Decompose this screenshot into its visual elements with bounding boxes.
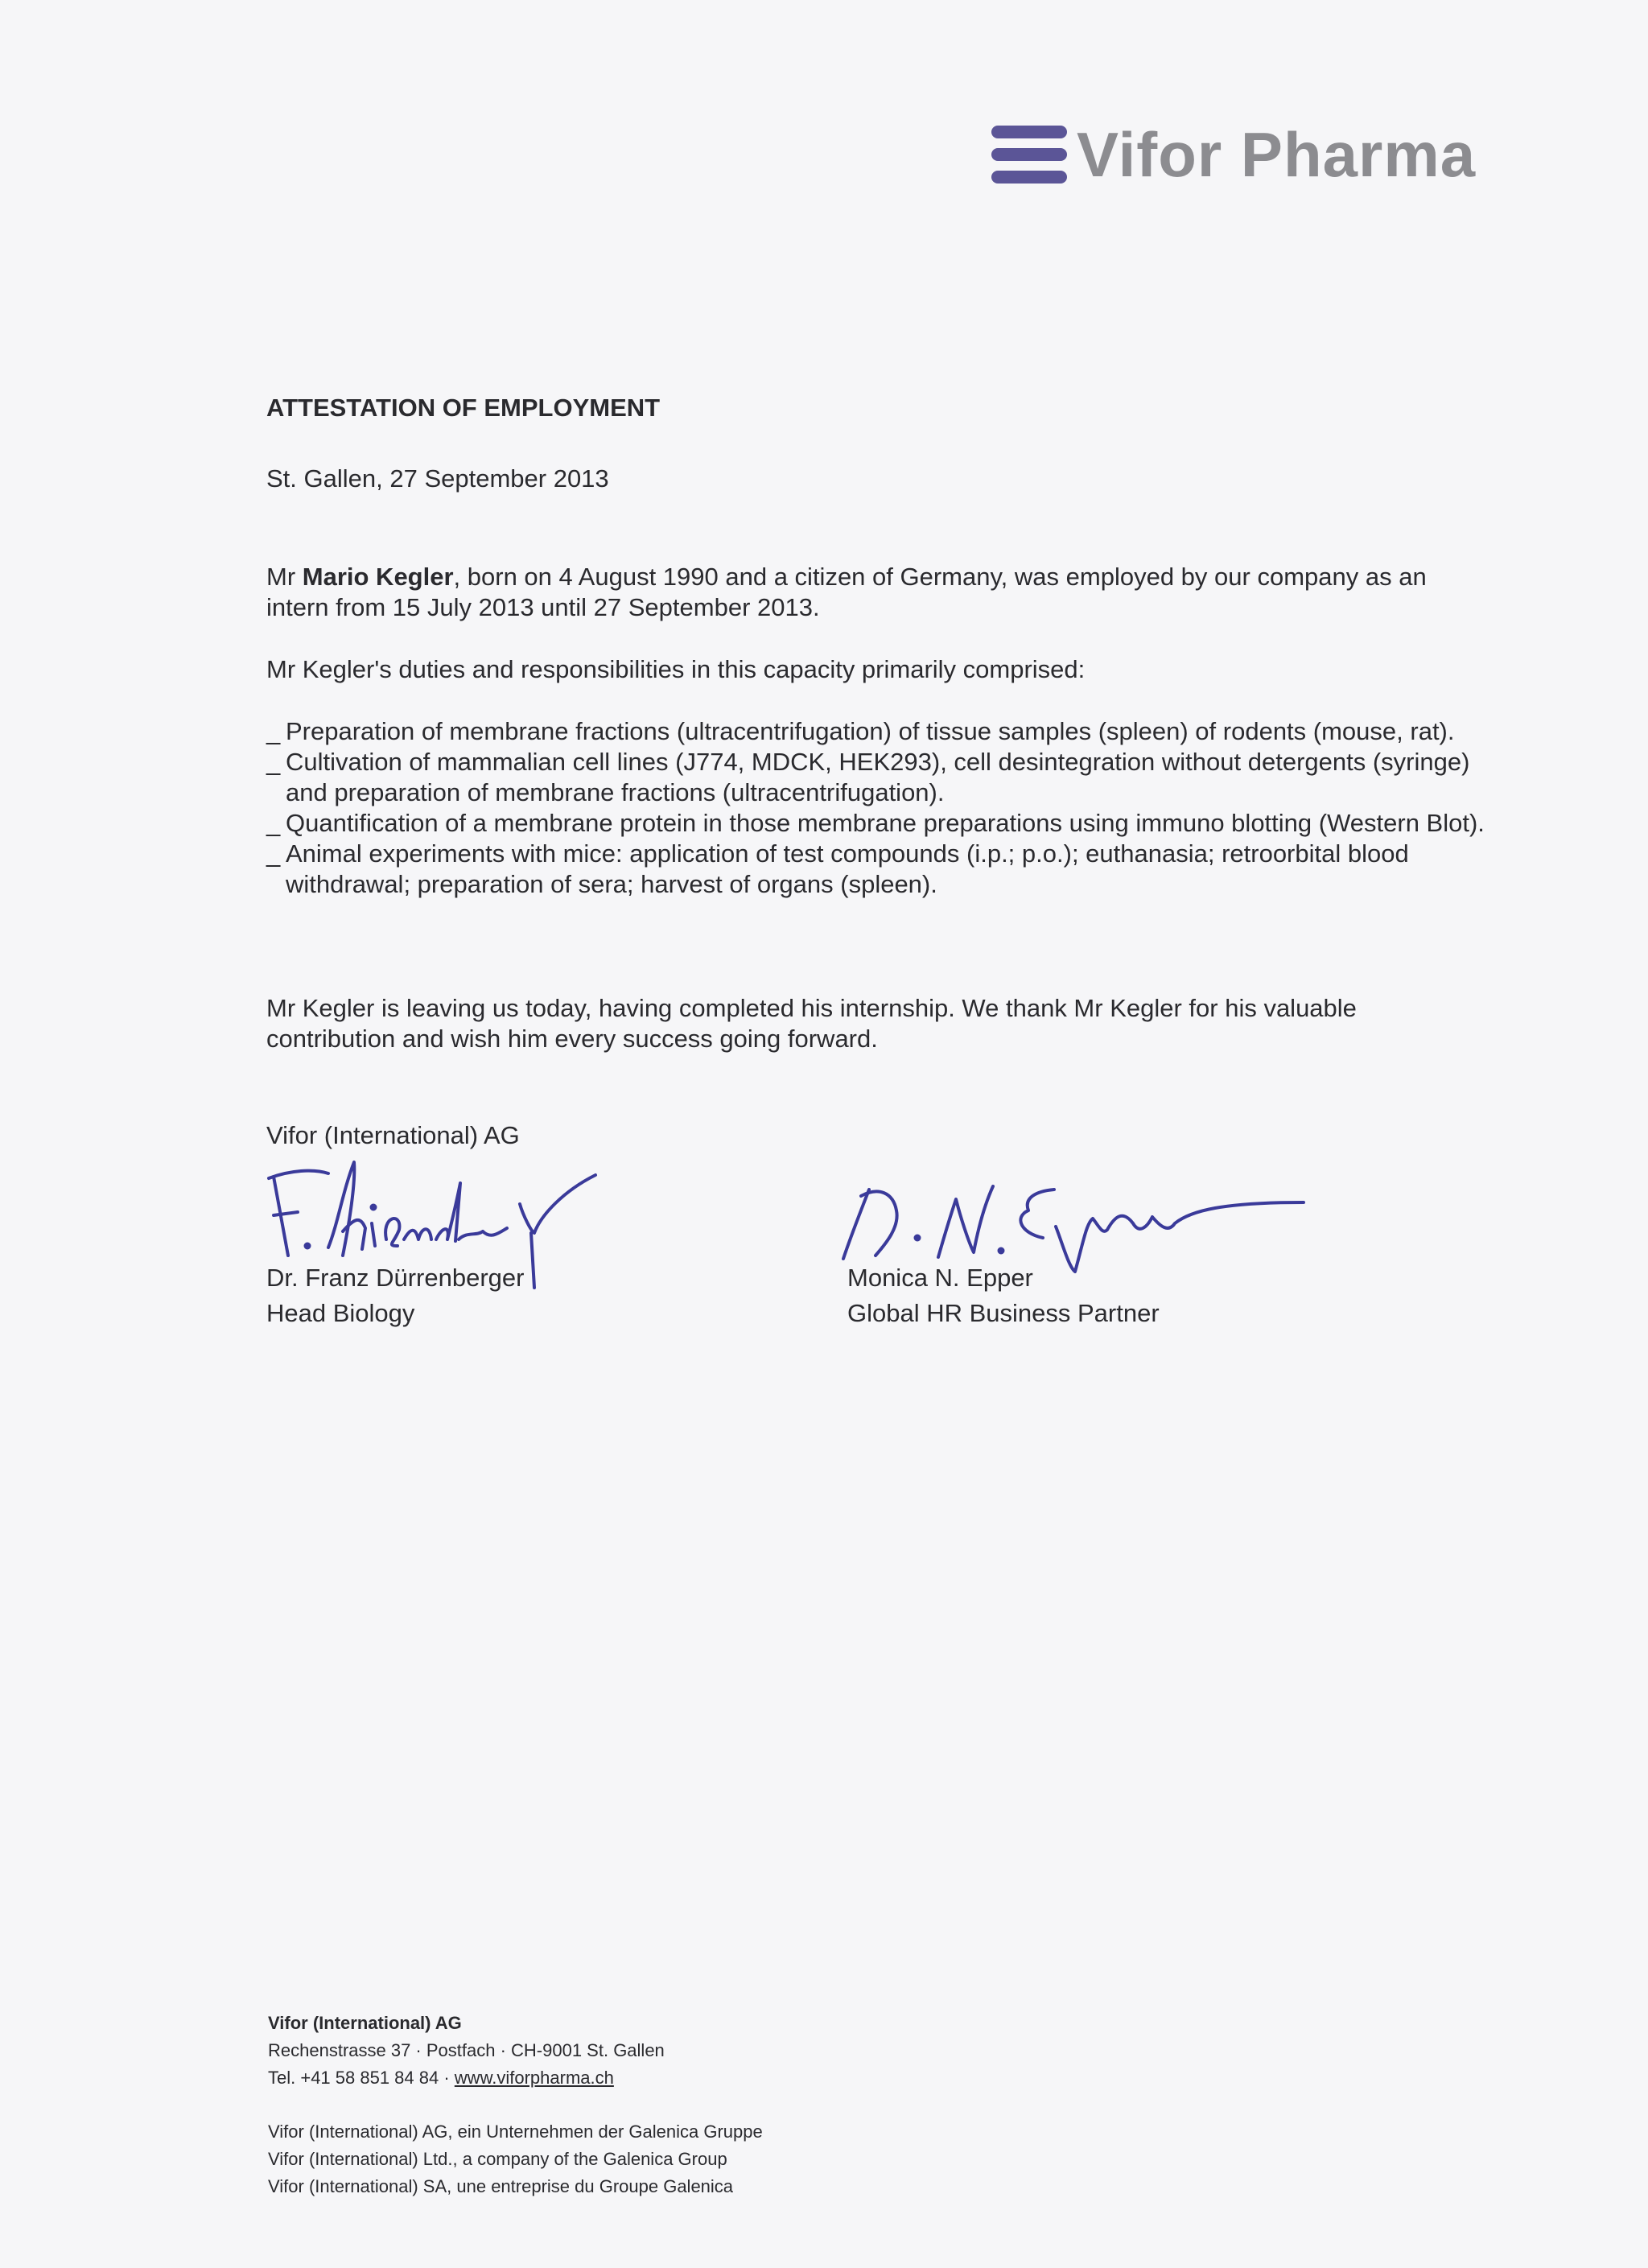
three-bars-logo-icon — [991, 121, 1067, 188]
footer-phone-line — [268, 2064, 665, 2092]
legal-line: Vifor (International) SA, une entreprise du Groupe Galenica — [268, 2176, 734, 2196]
p1-prefix: Mr — [266, 563, 303, 591]
footer-tel: Tel. +41 58 851 84 84 · — [268, 2068, 455, 2088]
website-link[interactable]: www.viforpharma.ch — [454, 2068, 614, 2088]
duty-text: Cultivation of mammalian cell lines (J774, MDCK, HEK293), cell desintegration without detergents (syringe) and preparation of membrane fractions (ultracentrifugation). — [286, 748, 1470, 806]
signatory-name: Dr. Franz Dürrenberger — [266, 1264, 525, 1292]
duty-text: Animal experiments with mice: application of test compounds (i.p.; p.o.); euthanasia; retroorbital blood withdrawal; preparation of sera; harvest of organs (spleen). — [286, 839, 1409, 898]
duties-list — [266, 716, 1489, 900]
document-title: ATTESTATION OF EMPLOYMENT — [266, 394, 661, 422]
footer-legal — [268, 2118, 763, 2200]
company-logo — [991, 121, 1476, 188]
footer-contact — [268, 2010, 665, 2092]
list-item — [266, 716, 1489, 747]
closing-paragraph: Mr Kegler is leaving us today, having completed his internship. We thank Mr Kegler for his valuable contribution and wish him every success going forward. — [266, 994, 1357, 1053]
legal-line: Vifor (International) AG, ein Unternehmen der Galenica Gruppe — [268, 2122, 763, 2142]
p1-rest: , born on 4 August 1990 and a citizen of Germany, was employed by our company as an intern from 15 July 2013 until 27 September 2013. — [266, 563, 1427, 621]
employment-paragraph — [266, 562, 1489, 623]
place-date: St. Gallen, 27 September 2013 — [266, 464, 609, 493]
list-marker: _ — [266, 809, 281, 837]
duty-text: Preparation of membrane fractions (ultracentrifugation) of tissue samples (spleen) of rodents (mouse, rat). — [286, 717, 1455, 745]
list-item — [266, 747, 1489, 808]
signatory-2 — [847, 1260, 1160, 1331]
footer-address: Rechenstrasse 37 · Postfach · CH-9001 St. Gallen — [268, 2040, 665, 2060]
employee-name: Mario Kegler — [302, 563, 454, 591]
signatory-role: Head Biology — [266, 1299, 415, 1327]
list-item — [266, 839, 1489, 900]
company-name: Vifor (International) AG — [266, 1121, 520, 1149]
duty-text: Quantification of a membrane protein in those membrane preparations using immuno blotting (Western Blot). — [286, 809, 1485, 837]
legal-line: Vifor (International) Ltd., a company of the Galenica Group — [268, 2149, 727, 2169]
signatory-role: Global HR Business Partner — [847, 1299, 1160, 1327]
signatory-name: Monica N. Epper — [847, 1264, 1033, 1292]
list-marker: _ — [266, 717, 281, 745]
footer-company-name: Vifor (International) AG — [268, 2013, 462, 2033]
list-item — [266, 808, 1489, 839]
logo-text: Vifor Pharma — [1077, 119, 1477, 190]
signatory-1 — [266, 1260, 524, 1331]
footer-company — [268, 2010, 665, 2037]
list-marker: _ — [266, 839, 281, 868]
list-marker: _ — [266, 748, 281, 776]
duties-intro: Mr Kegler's duties and responsibilities in this capacity primarily comprised: — [266, 655, 1086, 683]
